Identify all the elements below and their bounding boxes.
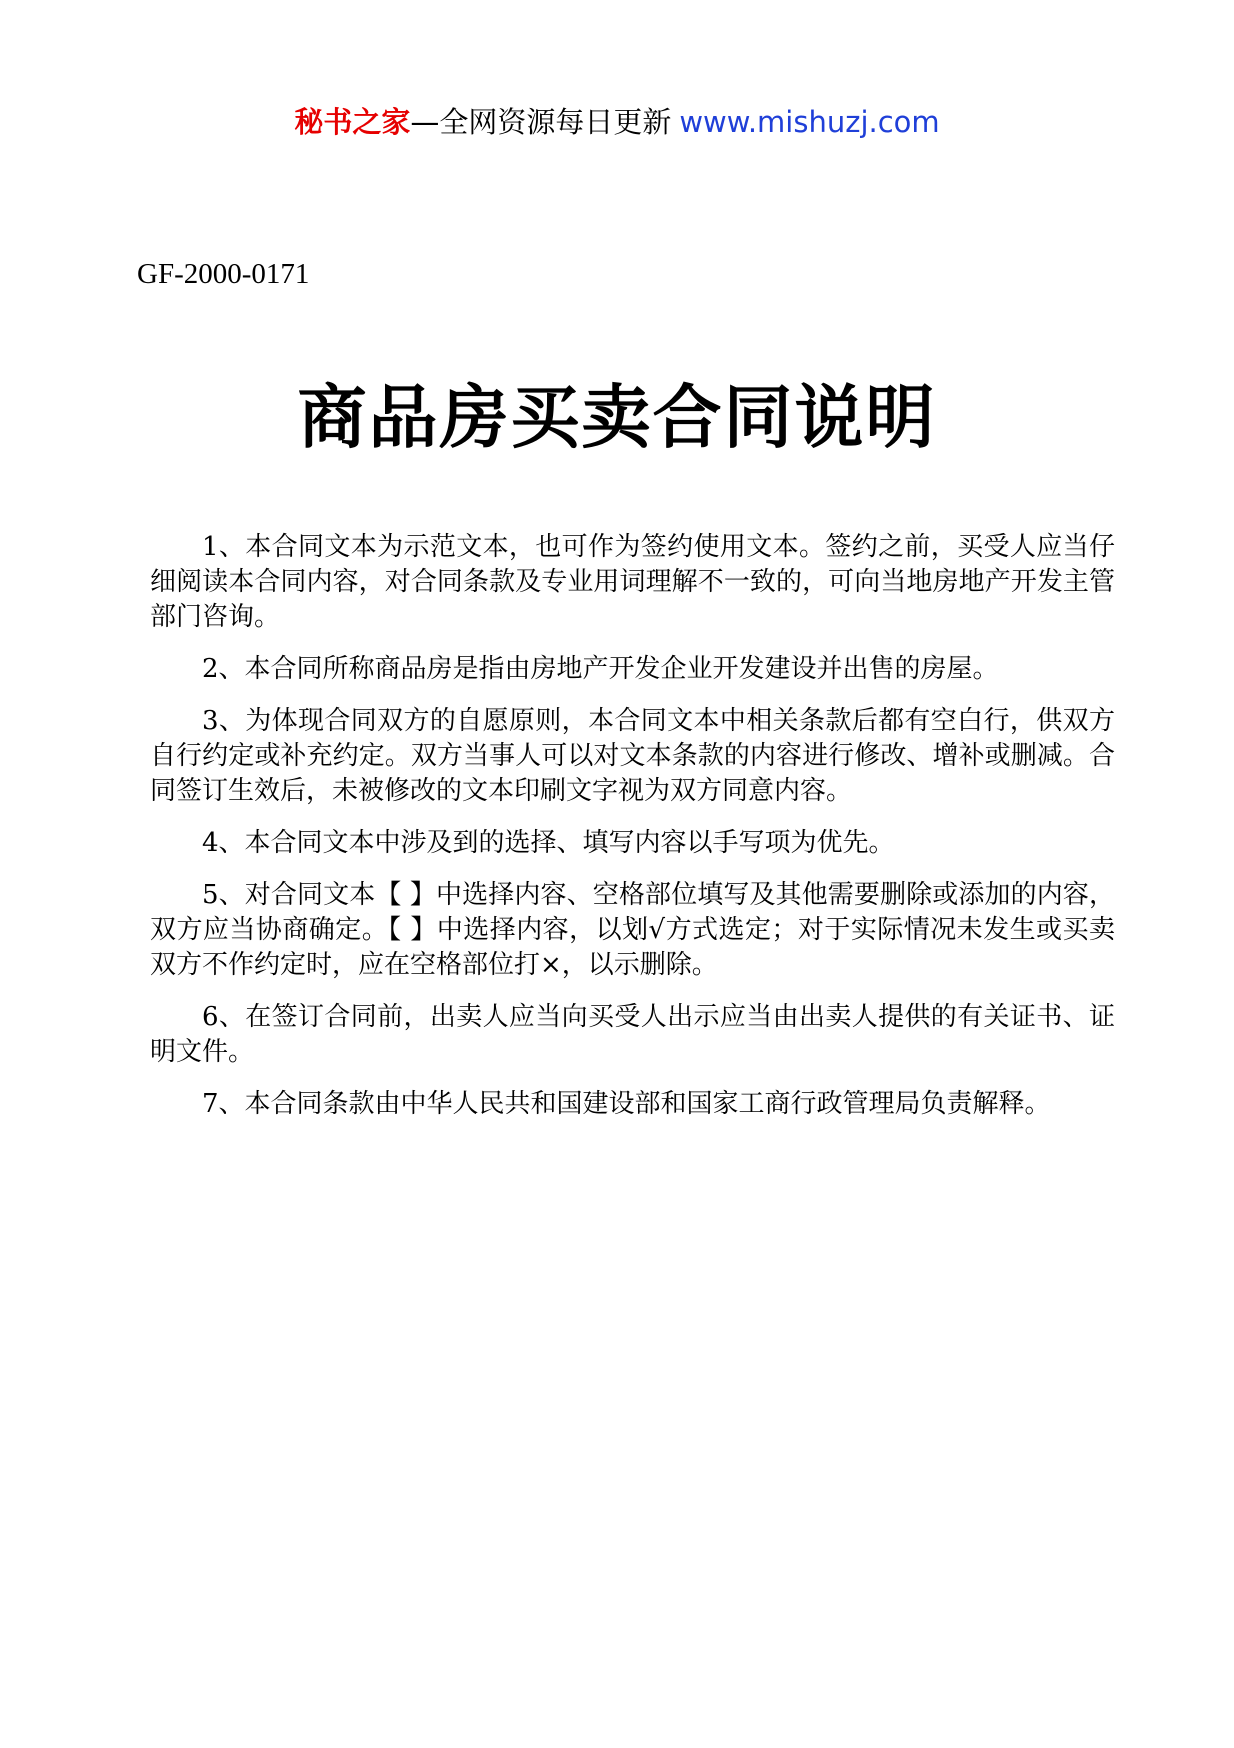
site-header — [0, 102, 1234, 142]
clause-6: 6、在签订合同前，出卖人应当向买受人出示应当由出卖人提供的有关证书、证明文件。 — [150, 1002, 1115, 1067]
clause-5: 5、对合同文本【 】中选择内容、空格部位填写及其他需要删除或添加的内容，双方应当协商确定。【 】中选择内容，以划√方式选定；对于实际情况未发生或买卖双方不作约定时，应在空格部位打×，以示删除。 — [150, 880, 1115, 980]
site-name: 秘书之家 — [294, 105, 411, 139]
clause-2: 2、本合同所称商品房是指由房地产开发企业开发建设并出售的房屋。 — [202, 654, 999, 684]
clause-3: 3、为体现合同双方的自愿原则，本合同文本中相关条款后都有空白行，供双方自行约定或补充约定。双方当事人可以对文本条款的内容进行修改、增补或删减。合同签订生效后，未被修改的文本印刷文字视为双方同意内容。 — [150, 706, 1115, 806]
clause-7: 7、本合同条款由中华人民共和国建设部和国家工商行政管理局负责解释。 — [202, 1089, 1051, 1119]
clause-list — [150, 530, 1115, 1139]
document-title: 商品房买卖合同说明 — [297, 378, 937, 458]
document-code: GF-2000-0171 — [137, 258, 310, 290]
clause-1: 1、本合同文本为示范文本，也可作为签约使用文本。签约之前，买受人应当仔细阅读本合同内容，对合同条款及专业用词理解不一致的，可向当地房地产开发主管部门咨询。 — [150, 532, 1115, 632]
clause-4: 4、本合同文本中涉及到的选择、填写内容以手写项为优先。 — [202, 828, 895, 858]
site-tagline: —全网资源每日更新 — [410, 105, 672, 139]
site-url-link[interactable]: www.mishuzj.com — [679, 105, 940, 139]
